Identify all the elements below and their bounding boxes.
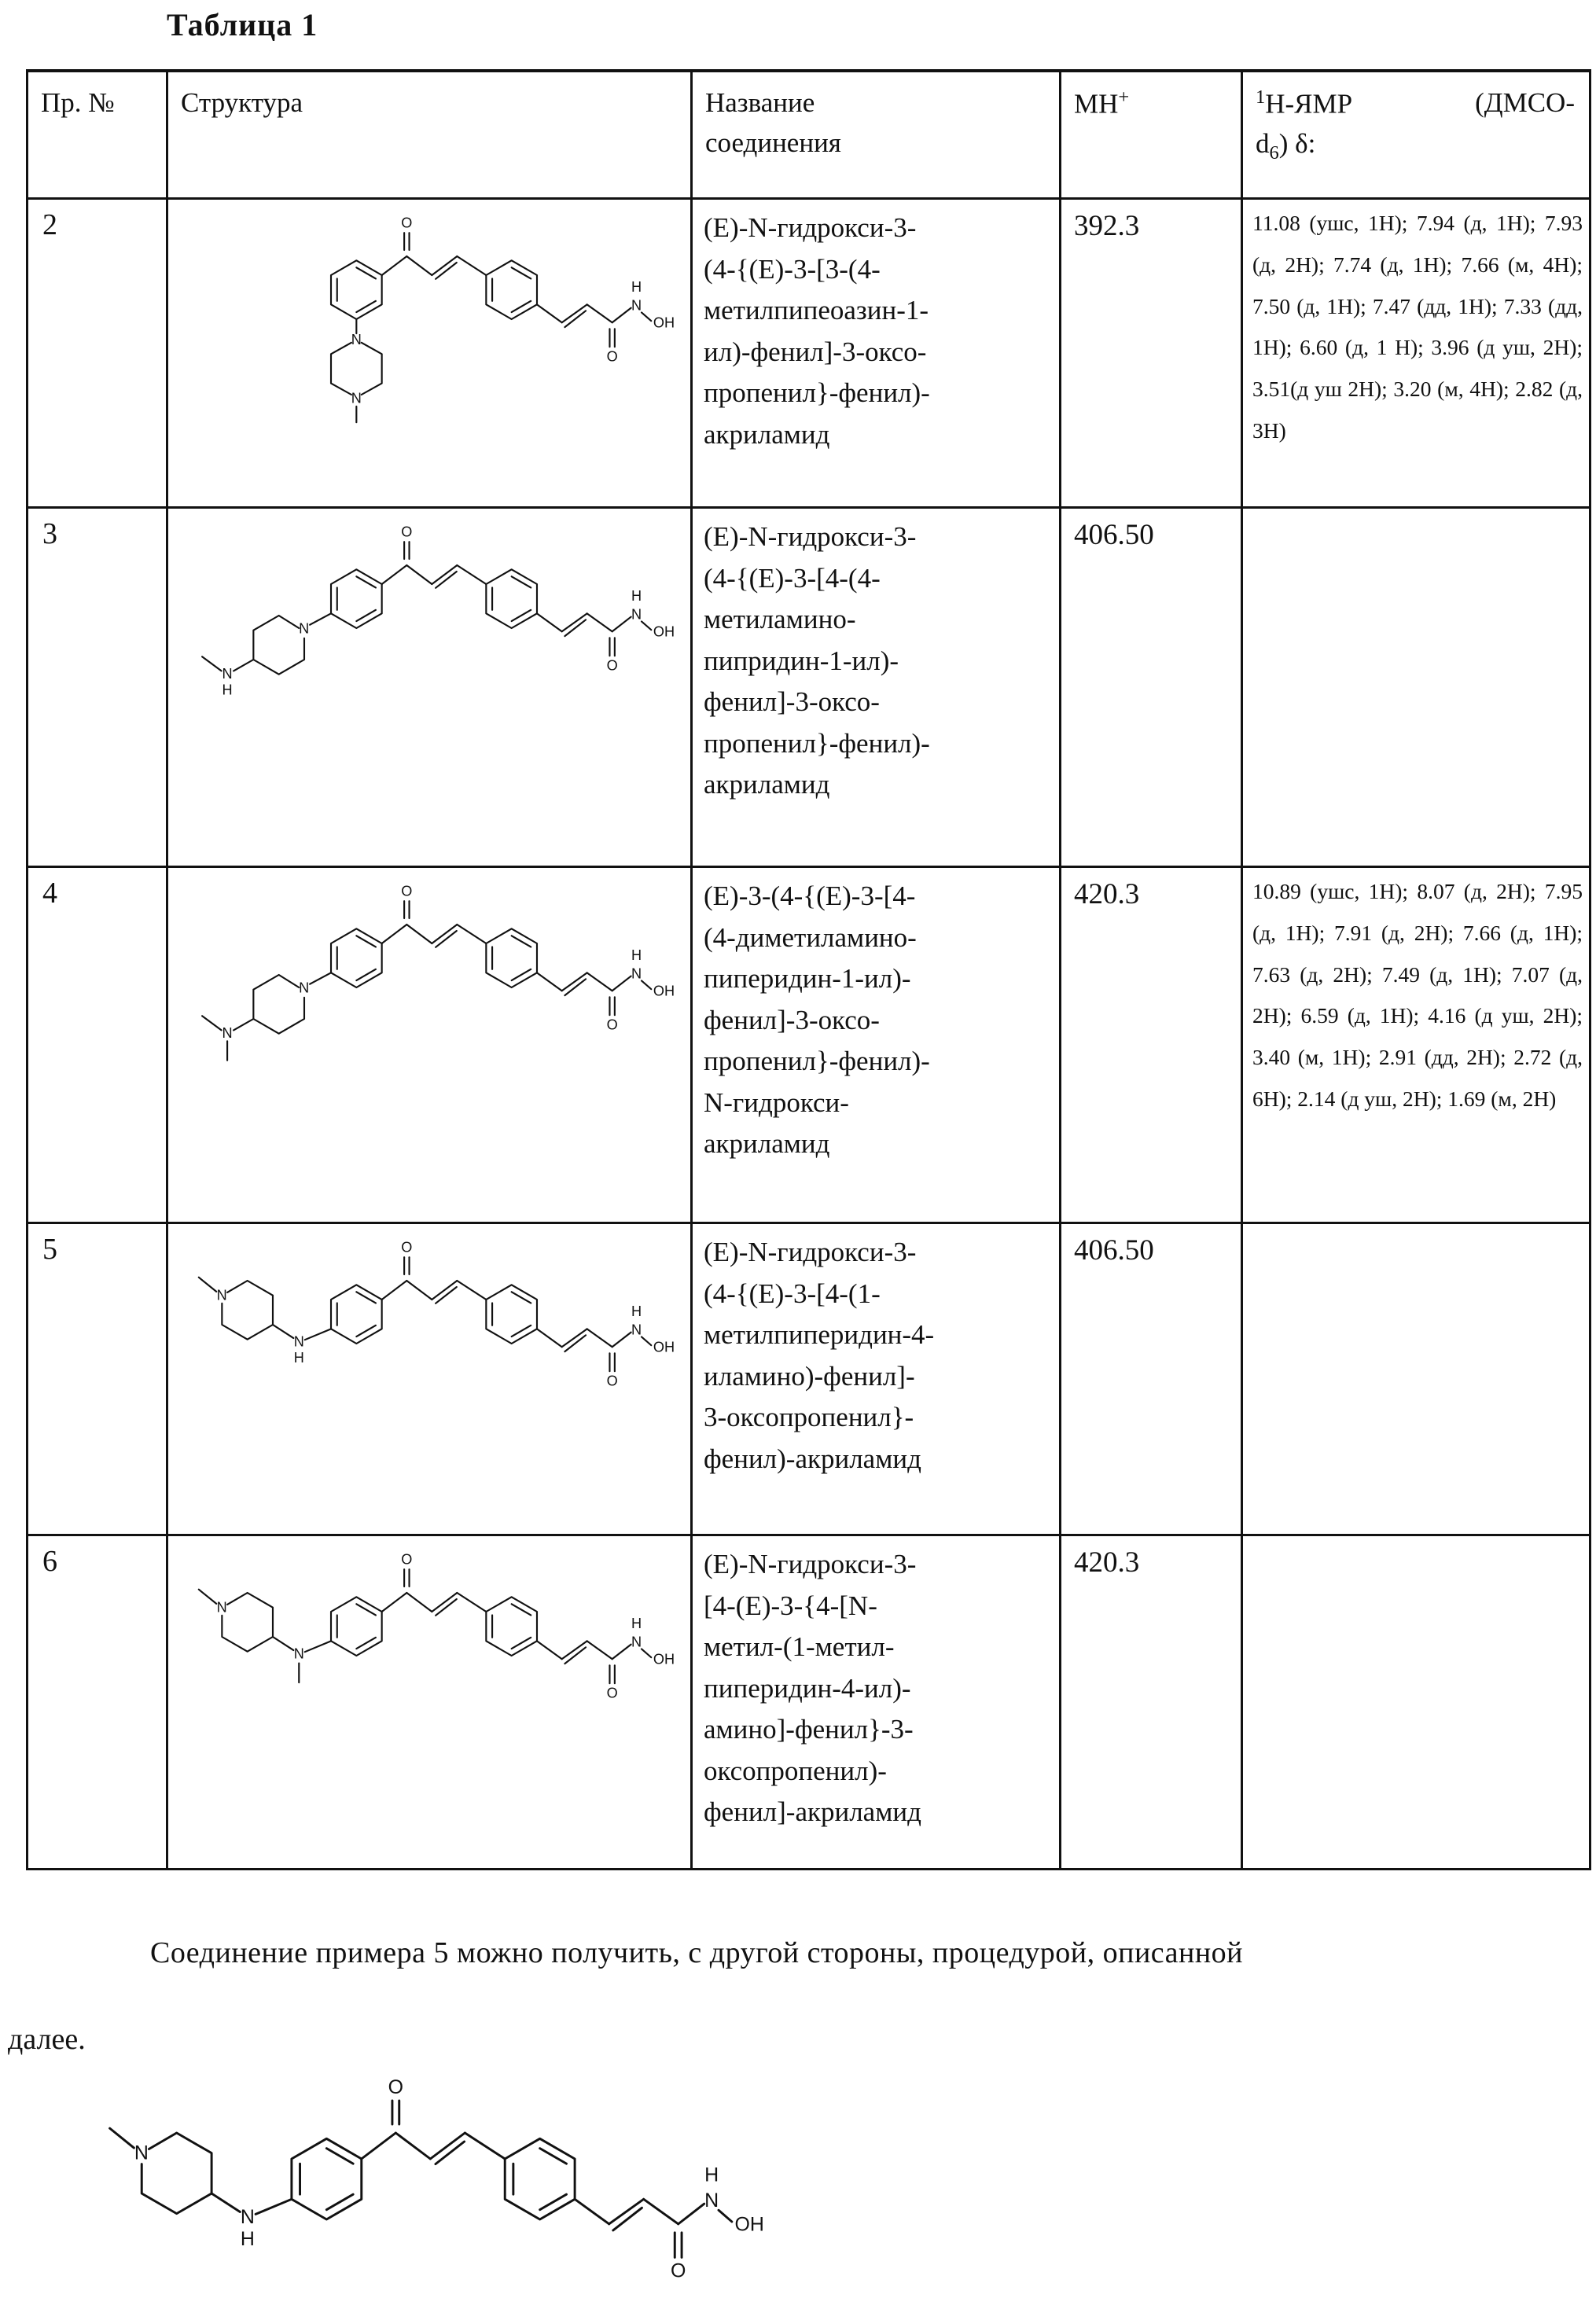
column-header-example-number: Пр. № [28, 72, 168, 200]
atom-label-n: N [134, 2142, 149, 2164]
atom-label-n: N [293, 1333, 304, 1350]
nmr-value: 10.89 (ушс, 1Н); 8.07 (д, 2Н); 7.95 (д, 1Н); 7.91 (д, 2Н); 7.66 (д, 1Н); 7.63 (д, 2Н); 7.49 (д, 1Н); 7.07 (д, 2Н); 6.59 (д, 1Н); 4.16 (д уш, 2Н); 3.40 (м, 1Н); 2.91 (дд, 2Н); 2.72 (д, 6Н); 2.14 (д уш, 2Н); 1.69 (м, 2Н) [1243, 868, 1591, 1224]
atom-label-n: N [240, 2206, 255, 2229]
structure-cell [168, 200, 693, 509]
column-header-compound-name: Название соединения [693, 72, 1061, 200]
row-number: 4 [28, 868, 168, 1224]
atom-label-n: N [299, 620, 310, 637]
row-number: 3 [28, 509, 168, 868]
atom-label-n: N [351, 332, 362, 347]
compound-name: (Е)-N-гидрокси-3- [4-(Е)-3-{4-[N- метил-(1-метил- пиперидин-4-ил)- амино]-фенил}-3- оксопропенил)- фенил]-акриламид [693, 1536, 1061, 1870]
atom-label-n: N [299, 980, 310, 996]
compound-name: (Е)-N-гидрокси-3- (4-{(Е)-3-[4-(1- метилпиперидин-4- иламино)-фенил]- 3-оксопропенил}- фенил)-акриламид [693, 1224, 1061, 1536]
structure-cell [168, 868, 693, 1224]
atom-label-n: N [351, 390, 362, 406]
mh-value: 406.50 [1061, 509, 1243, 868]
mh-plus-sup: + [1118, 86, 1130, 108]
nmr-value [1243, 1224, 1591, 1536]
atom-label-n: N [222, 1024, 233, 1041]
mh-value: 392.3 [1061, 200, 1243, 509]
structure-cell [168, 1536, 693, 1870]
atom-label-h: H [222, 682, 233, 698]
nmr-header-line1 [1256, 83, 1579, 124]
paragraph-line-2: далее. [8, 2023, 86, 2056]
nmr-header-main: $^1$Н-ЯМР [1256, 86, 1353, 119]
nmr-header-line2: $d_6$) δ: [1256, 128, 1316, 164]
structure-skeletal-formula-example-4 [176, 874, 679, 1072]
row-number: 6 [28, 1536, 168, 1870]
nmr-value [1243, 509, 1591, 868]
atom-label-h: H [240, 2227, 255, 2250]
atom-label-n: N [222, 665, 233, 682]
nmr-value: 11.08 (ушс, 1Н); 7.94 (д, 1Н); 7.93 (д, 2Н); 7.74 (д, 1Н); 7.66 (м, 4Н); 7.50 (д, 1Н); 7.47 (дд, 1Н); 7.33 (дд, 1Н); 6.60 (д, 1 Н); 3.96 (д уш, 2Н); 3.51(д уш 2Н); 3.20 (м, 4Н); 2.82 (д, 3Н) [1243, 200, 1591, 509]
structure-skeletal-formula-example-5-scheme [79, 2064, 770, 2294]
mh-value: 420.3 [1061, 868, 1243, 1224]
structure-skeletal-formula-example-5 [176, 1230, 679, 1398]
mh-label: МН [1074, 88, 1119, 119]
row-number: 5 [28, 1224, 168, 1536]
structure-cell [168, 509, 693, 868]
structure-cell [168, 1224, 693, 1536]
structure-skeletal-formula-example-6 [176, 1542, 679, 1710]
bottom-structure [79, 2064, 770, 2298]
page-title: Таблица 1 [167, 7, 318, 42]
mh-value: 420.3 [1061, 1536, 1243, 1870]
compound-name: (Е)-N-гидрокси-3- (4-{(Е)-3-[4-(4- метиламино- пипридин-1-ил)- фенил]-3-оксо- пропенил}-фенил)- акриламид [693, 509, 1061, 868]
structure-skeletal-formula-example-2 [176, 206, 679, 432]
atom-label-n: N [216, 1599, 227, 1616]
paragraph-line-1: Соединение примера 5 можно получить, с другой стороны, процедурой, описанной [150, 1936, 1244, 1969]
structure-skeletal-formula-example-3 [176, 515, 679, 712]
nmr-header-dmso: (ДМСО- [1475, 87, 1575, 118]
compound-table [26, 69, 1591, 1870]
atom-label-h: H [293, 1349, 304, 1366]
nmr-value [1243, 1536, 1591, 1870]
row-number: 2 [28, 200, 168, 509]
mh-value: 406.50 [1061, 1224, 1243, 1536]
atom-label-n: N [293, 1645, 304, 1662]
column-header-nmr [1243, 72, 1591, 200]
column-header-mh [1061, 72, 1243, 200]
column-header-structure: Структура [168, 72, 693, 200]
compound-name: (Е)-N-гидрокси-3- (4-{(Е)-3-[3-(4- метилпипеоазин-1- ил)-фенил]-3-оксо- пропенил}-фенил)- акриламид [693, 200, 1061, 509]
compound-name: (Е)-3-(4-{(Е)-3-[4- (4-диметиламино- пиперидин-1-ил)- фенил]-3-оксо- пропенил}-фенил)- N-гидрокси- акриламид [693, 868, 1061, 1224]
atom-label-n: N [216, 1287, 227, 1303]
